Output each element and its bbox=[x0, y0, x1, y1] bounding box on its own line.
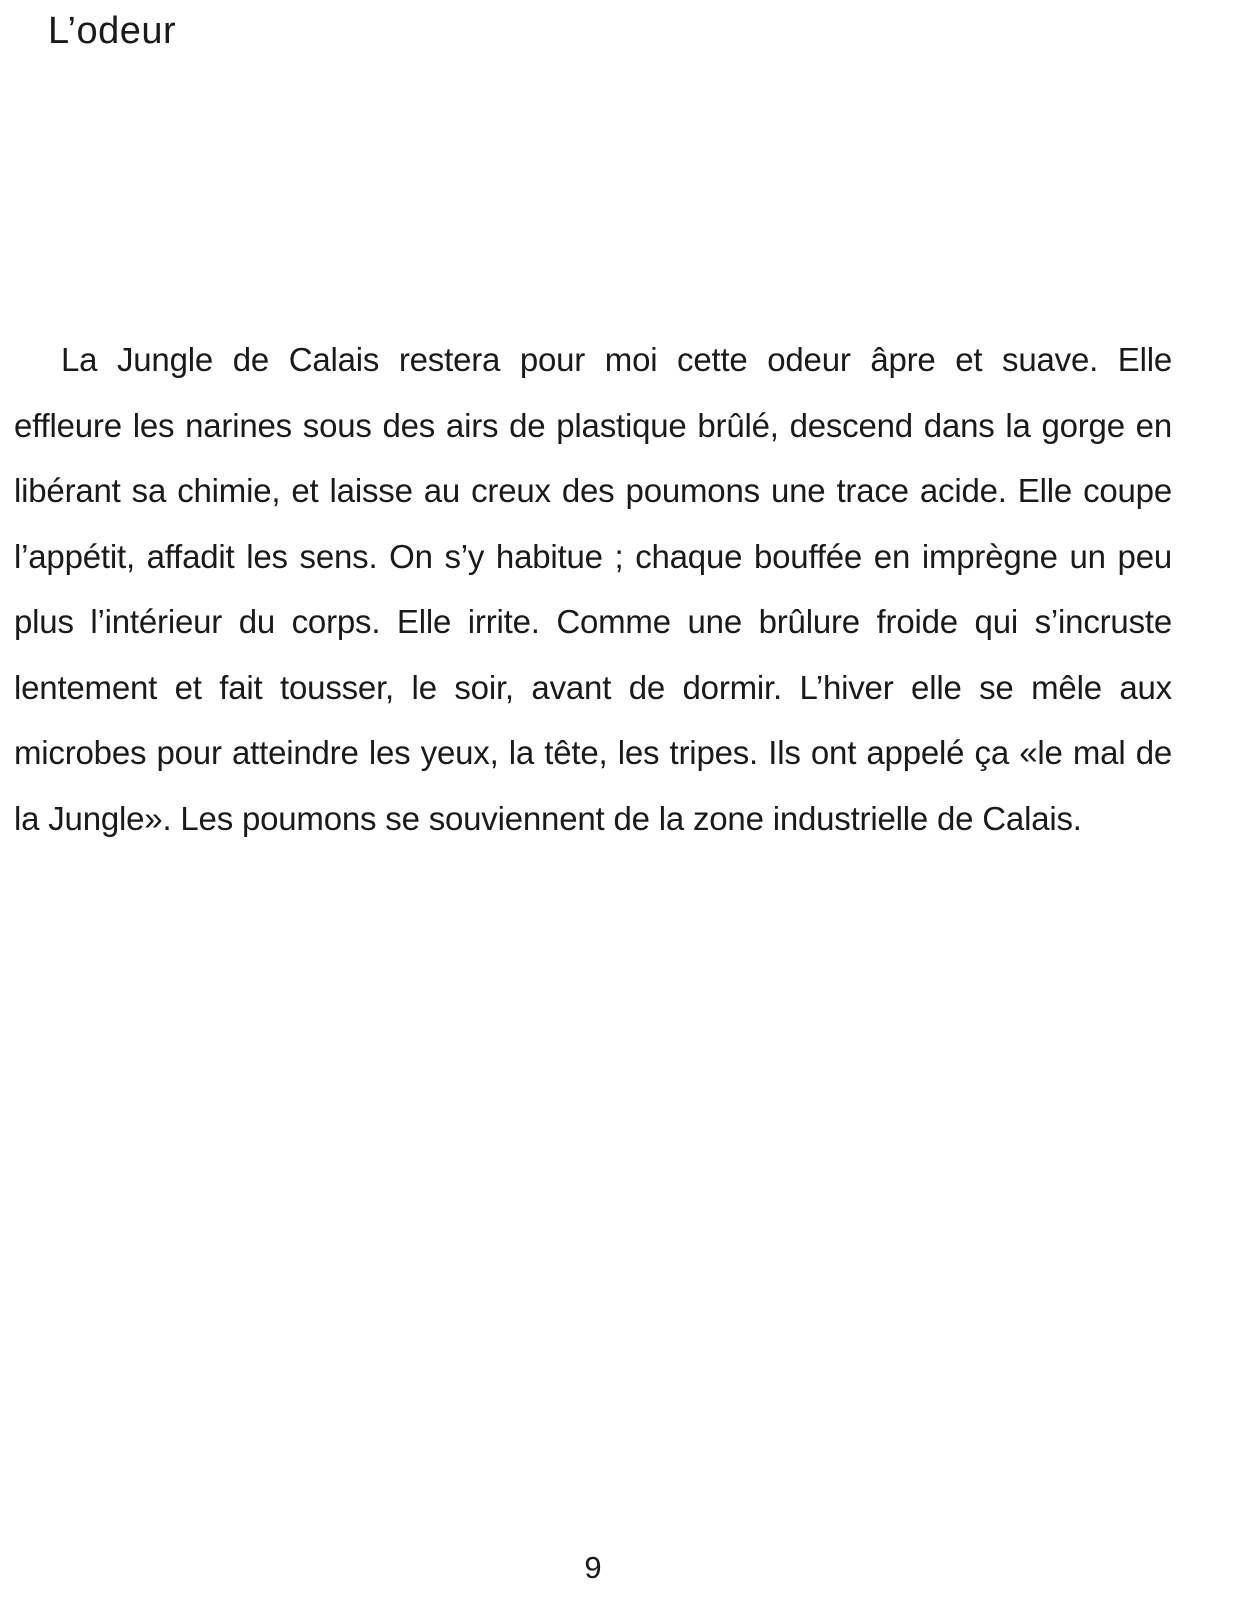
paragraph-line: microbes pour atteindre les yeux, la tête, les tripes. Ils ont appelé ça «le mal de bbox=[14, 734, 1172, 771]
paragraph-line: la Jungle». Les poumons se souviennent de la zone industrielle de Calais. bbox=[14, 799, 1082, 837]
paragraph-line: lentement et fait tousser, le soir, avant de dormir. L’hiver elle se mêle aux bbox=[14, 668, 1172, 706]
paragraph-line: effleure les narines sous des airs de plastique brûlé, descend dans la gorge en bbox=[14, 406, 1172, 444]
paragraph-line: libérant sa chimie, et laisse au creux des poumons une trace acide. Elle coupe bbox=[14, 472, 1172, 509]
page-number: 9 bbox=[584, 1550, 602, 1585]
paragraph bbox=[14, 327, 1172, 851]
paragraph-line: La Jungle de Calais restera pour moi cette odeur âpre et suave. Elle bbox=[61, 341, 1172, 378]
chapter-title: L’odeur bbox=[48, 10, 177, 52]
paragraph-line: l’appétit, affadit les sens. On s’y habitue ; chaque bouffée en imprègne un peu bbox=[14, 537, 1172, 575]
paragraph-line: plus l’intérieur du corps. Elle irrite. Comme une brûlure froide qui s’incruste bbox=[14, 603, 1172, 640]
